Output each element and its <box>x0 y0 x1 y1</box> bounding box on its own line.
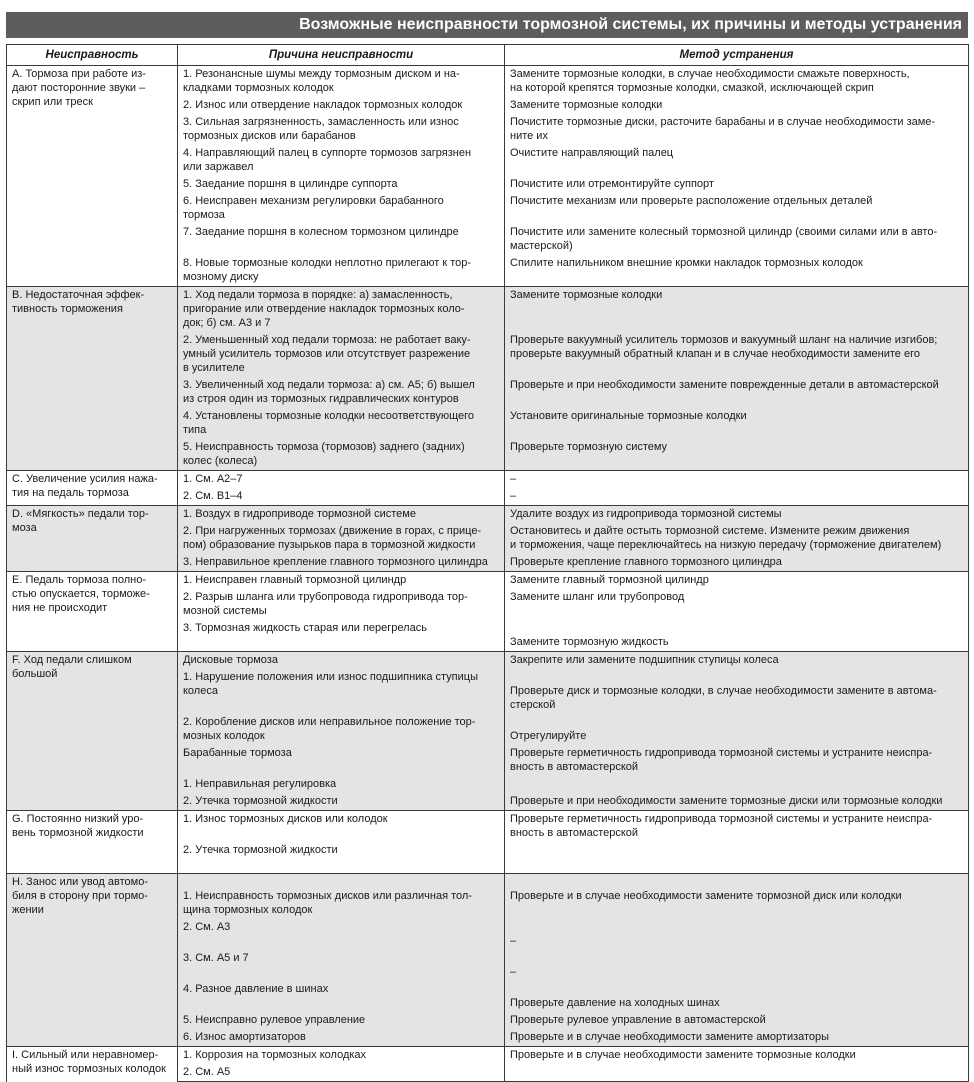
faults-table <box>6 44 969 1082</box>
method-cell <box>505 97 969 114</box>
method-text: Проверьте и при необходимости замените тормозные диски или тормозные колодки <box>510 795 943 807</box>
fault-group <box>7 572 969 652</box>
cause-text: 4. Установлены тормозные колодки несоответствующего типа <box>183 410 474 436</box>
cause-text: 1. Воздух в гидроприводе тормозной системе <box>183 508 416 520</box>
cause-text: 1. Резонансные шумы между тормозным диском и на- кладками тормозных колодок <box>183 68 460 94</box>
method-text: Закрепите или замените подшипник ступицы колеса <box>510 654 779 666</box>
cause-text: 2. Уменьшенный ход педали тормоза: не работает ваку- умный усилитель тормозов или отсутствует разрежение в усилителе <box>183 334 471 374</box>
method-cell <box>505 332 969 377</box>
fault-group <box>7 66 969 287</box>
fault-text: E. Педаль тормоза полно- стью опускается, торможе- ния не происходит <box>12 574 150 614</box>
method-text: Остановитесь и дайте остыть тормозной системе. Измените режим движения и торможения, чаще переключайтесь на низкую передачу (торможение двигателем) <box>510 525 942 551</box>
method-cell <box>505 176 969 193</box>
cause-cell <box>178 793 505 811</box>
method-cell <box>505 287 969 333</box>
cause-text: 3. Сильная загрязненность, замасленность или износ тормозных дисков или барабанов <box>183 116 459 142</box>
method-cell <box>505 874 969 920</box>
method-cell <box>505 1064 969 1082</box>
cause-cell <box>178 377 505 408</box>
method-text: Проверьте рулевое управление в автомастерской <box>510 1014 766 1026</box>
fault-cell <box>7 471 178 506</box>
cause-cell <box>178 97 505 114</box>
method-text: Проверьте и в случае необходимости замените тормозной диск или колодки <box>510 890 902 902</box>
method-cell <box>505 66 969 98</box>
cause-text: 3. Тормозная жидкость старая или перегрелась <box>183 622 427 634</box>
method-cell <box>505 523 969 554</box>
fault-text: B. Недостаточная эффек- тивность торможения <box>12 289 145 315</box>
table-row <box>7 506 969 524</box>
table-header <box>7 45 969 66</box>
method-text: Почистите механизм или проверьте расположение отдельных деталей <box>510 195 873 207</box>
method-cell <box>505 793 969 811</box>
method-cell <box>505 589 969 620</box>
method-text: Почистите или отремонтируйте суппорт <box>510 178 714 190</box>
method-cell <box>505 950 969 981</box>
cause-cell <box>178 572 505 590</box>
cause-cell <box>178 842 505 874</box>
method-text: Замените тормозные колодки <box>510 99 663 111</box>
cause-text: 1. См. A2–7 <box>183 473 243 485</box>
cause-cell <box>178 145 505 176</box>
cause-text: 7. Заедание поршня в колесном тормозном цилиндре <box>183 226 459 238</box>
method-cell <box>505 506 969 524</box>
method-text: Замените тормозную жидкость <box>510 636 669 648</box>
cause-cell <box>178 66 505 98</box>
fault-group <box>7 506 969 572</box>
method-text: Проверьте вакуумный усилитель тормозов и вакуумный шланг на наличие изгибов; проверьте вакуумный обратный клапан и в случае необходимости замените его <box>510 334 938 360</box>
cause-text: 6. Неисправен механизм регулировки барабанного тормоза <box>183 195 444 221</box>
method-text: – <box>510 473 517 485</box>
method-cell <box>505 1012 969 1029</box>
cause-cell <box>178 950 505 981</box>
cause-cell <box>178 874 505 920</box>
method-text <box>510 843 963 857</box>
cause-cell <box>178 114 505 145</box>
cause-cell <box>178 255 505 287</box>
cause-text: 1. Ход педали тормоза в порядке: а) замасленность, пригорание или отвердение накладок тормозных коло- док; б) см. A3 и 7 <box>183 289 465 329</box>
fault-text: A. Тормоза при работе из- дают посторонние звуки – скрип или треск <box>12 68 146 108</box>
cause-text: 2. См. A5 <box>183 1066 231 1078</box>
method-text: Замените тормозные колодки, в случае необходимости смажьте поверхность, на которой крепятся тормозные колодки, смазкой, исключающей скрип <box>510 68 910 94</box>
method-text: Очистите направляющий палец <box>510 147 674 159</box>
method-cell <box>505 842 969 874</box>
method-text: Проверьте диск и тормозные колодки, в случае необходимости замените в автома- стерской <box>510 685 937 711</box>
method-cell <box>505 1047 969 1065</box>
cause-text: 2. При нагруженных тормозах (движение в горах, с прице- пом) образование пузырьков пара в тормозной жидкости <box>183 525 482 551</box>
cause-text: 1. Нарушение положения или износ подшипника ступицы колеса <box>183 671 478 697</box>
cause-cell <box>178 620 505 652</box>
method-cell <box>505 377 969 408</box>
cause-cell <box>178 224 505 255</box>
cause-cell <box>178 776 505 793</box>
cause-cell <box>178 714 505 745</box>
fault-cell <box>7 287 178 471</box>
cause-cell <box>178 408 505 439</box>
fault-text: H. Занос или увод автомо- биля в сторону при тормо- жении <box>12 876 148 916</box>
cause-cell <box>178 745 505 776</box>
table-row <box>7 1047 969 1065</box>
header-cause: Причина неисправности <box>178 45 505 66</box>
cause-text: 4. Направляющий палец в суппорте тормозов загрязнен или заржавел <box>183 147 472 173</box>
cause-cell <box>178 176 505 193</box>
fault-cell <box>7 811 178 874</box>
cause-text: 2. Износ или отвердение накладок тормозных колодок <box>183 99 463 111</box>
cause-text: 2. Утечка тормозной жидкости <box>183 795 338 807</box>
method-text: – <box>510 935 517 947</box>
fault-group <box>7 652 969 811</box>
method-cell <box>505 114 969 145</box>
table-row <box>7 652 969 670</box>
method-text: Установите оригинальные тормозные колодки <box>510 410 747 422</box>
cause-text: 3. Увеличенный ход педали тормоза: а) см. A5; б) вышел из строя один из тормозных гидравлических контуров <box>183 379 475 405</box>
cause-cell <box>178 471 505 489</box>
cause-text: 8. Новые тормозные колодки неплотно прилегают к тор- мозному диску <box>183 257 472 283</box>
fault-group <box>7 471 969 506</box>
method-cell <box>505 439 969 471</box>
method-cell <box>505 471 969 489</box>
method-cell <box>505 193 969 224</box>
method-cell <box>505 620 969 652</box>
method-cell <box>505 714 969 745</box>
method-text: Проверьте крепление главного тормозного цилиндра <box>510 556 782 568</box>
cause-cell <box>178 506 505 524</box>
method-text: Проверьте давление на холодных шинах <box>510 997 720 1009</box>
fault-cell <box>7 874 178 1047</box>
method-text: Проверьте герметичность гидропривода тормозной системы и устраните неиспра- вность в автомастерской <box>510 747 933 773</box>
method-text <box>510 777 963 791</box>
cause-cell <box>178 554 505 572</box>
cause-cell <box>178 488 505 506</box>
fault-cell <box>7 572 178 652</box>
cause-cell <box>178 439 505 471</box>
cause-cell <box>178 287 505 333</box>
method-text: Проверьте тормозную систему <box>510 441 668 453</box>
header-method: Метод устранения <box>505 45 969 66</box>
method-text: Проверьте и в случае необходимости замените амортизаторы <box>510 1031 830 1043</box>
cause-cell <box>178 919 505 950</box>
cause-text: 2. Разрыв шланга или трубопровода гидропривода тор- мозной системы <box>183 591 468 617</box>
cause-text: 1. Неисправность тормозных дисков или различная тол- щина тормозных колодок <box>183 890 472 916</box>
fault-group <box>7 811 969 874</box>
cause-text: Барабанные тормоза <box>183 747 292 759</box>
method-text: – <box>510 490 517 502</box>
cause-cell <box>178 981 505 1012</box>
cause-cell <box>178 811 505 843</box>
table-row <box>7 874 969 920</box>
fault-text: F. Ход педали слишком большой <box>12 654 132 680</box>
cause-cell <box>178 669 505 714</box>
method-text: Удалите воздух из гидропривода тормозной системы <box>510 508 782 520</box>
method-cell <box>505 811 969 843</box>
cause-text: 3. См. A5 и 7 <box>183 952 249 964</box>
cause-text: 1. Износ тормозных дисков или колодок <box>183 813 388 825</box>
fault-text: G. Постоянно низкий уро- вень тормозной жидкости <box>12 813 144 839</box>
method-cell <box>505 554 969 572</box>
fault-group <box>7 287 969 471</box>
cause-text: 1. Коррозия на тормозных колодках <box>183 1049 367 1061</box>
page-title: Возможные неисправности тормозной системы, их причины и методы устранения <box>6 12 968 38</box>
table-row <box>7 572 969 590</box>
cause-cell <box>178 193 505 224</box>
method-cell <box>505 408 969 439</box>
method-cell <box>505 145 969 176</box>
table-row <box>7 811 969 843</box>
cause-text: 1. Неправильная регулировка <box>183 778 337 790</box>
method-text: Замените тормозные колодки <box>510 289 663 301</box>
cause-text: 4. Разное давление в шинах <box>183 983 329 995</box>
cause-cell <box>178 332 505 377</box>
table-row <box>7 287 969 333</box>
cause-text: 2. Коробление дисков или неправильное положение тор- мозных колодок <box>183 716 476 742</box>
method-cell <box>505 776 969 793</box>
fault-cell <box>7 652 178 811</box>
method-text: Почистите или замените колесный тормозной цилиндр (своими силами или в авто- мастерской) <box>510 226 938 252</box>
fault-group <box>7 874 969 1047</box>
table-row <box>7 471 969 489</box>
cause-text: 5. Неисправность тормоза (тормозов) заднего (задних) колес (колеса) <box>183 441 465 467</box>
fault-cell <box>7 66 178 287</box>
cause-text: 6. Износ амортизаторов <box>183 1031 306 1043</box>
cause-cell <box>178 589 505 620</box>
cause-text: 5. Неисправно рулевое управление <box>183 1014 366 1026</box>
method-text: Спилите напильником внешние кромки накладок тормозных колодок <box>510 257 863 269</box>
method-cell <box>505 224 969 255</box>
method-text: Проверьте герметичность гидропривода тормозной системы и устраните неиспра- вность в автомастерской <box>510 813 933 839</box>
cause-cell <box>178 652 505 670</box>
fault-text: I. Сильный или неравномер- ный износ тормозных колодок <box>12 1049 166 1075</box>
cause-cell <box>178 1047 505 1065</box>
method-cell <box>505 981 969 1012</box>
method-text <box>510 1065 963 1079</box>
method-cell <box>505 919 969 950</box>
method-cell <box>505 572 969 590</box>
cause-text: Дисковые тормоза <box>183 654 278 666</box>
method-cell <box>505 652 969 670</box>
cause-cell <box>178 523 505 554</box>
method-text: Проверьте и в случае необходимости замените тормозные колодки <box>510 1049 856 1061</box>
fault-cell <box>7 1047 178 1082</box>
method-cell <box>505 669 969 714</box>
fault-text: C. Увеличение усилия нажа- тия на педаль тормоза <box>12 473 158 499</box>
cause-text: 3. Неправильное крепление главного тормозного цилиндра <box>183 556 488 568</box>
method-cell <box>505 1029 969 1047</box>
fault-cell <box>7 506 178 572</box>
cause-cell <box>178 1012 505 1029</box>
method-text: Почистите тормозные диски, расточите барабаны и в случае необходимости заме- ните их <box>510 116 936 142</box>
fault-group <box>7 1047 969 1082</box>
table-row <box>7 66 969 98</box>
method-cell <box>505 488 969 506</box>
method-cell <box>505 745 969 776</box>
cause-text: 2. Утечка тормозной жидкости <box>183 844 338 856</box>
method-text: Отрегулируйте <box>510 730 587 742</box>
cause-text: 5. Заедание поршня в цилиндре суппорта <box>183 178 398 190</box>
method-text: Проверьте и при необходимости замените поврежденные детали в автомастерской <box>510 379 939 391</box>
method-text: Замените главный тормозной цилиндр <box>510 574 709 586</box>
cause-text: 2. См. A3 <box>183 921 231 933</box>
fault-text: D. «Мягкость» педали тор- моза <box>12 508 149 534</box>
cause-text: 2. См. B1–4 <box>183 490 243 502</box>
cause-cell <box>178 1064 505 1082</box>
method-text: – <box>510 966 517 978</box>
method-cell <box>505 255 969 287</box>
method-text: Замените шланг или трубопровод <box>510 591 685 603</box>
cause-text: 1. Неисправен главный тормозной цилиндр <box>183 574 407 586</box>
cause-cell <box>178 1029 505 1047</box>
header-fault: Неисправность <box>7 45 178 66</box>
